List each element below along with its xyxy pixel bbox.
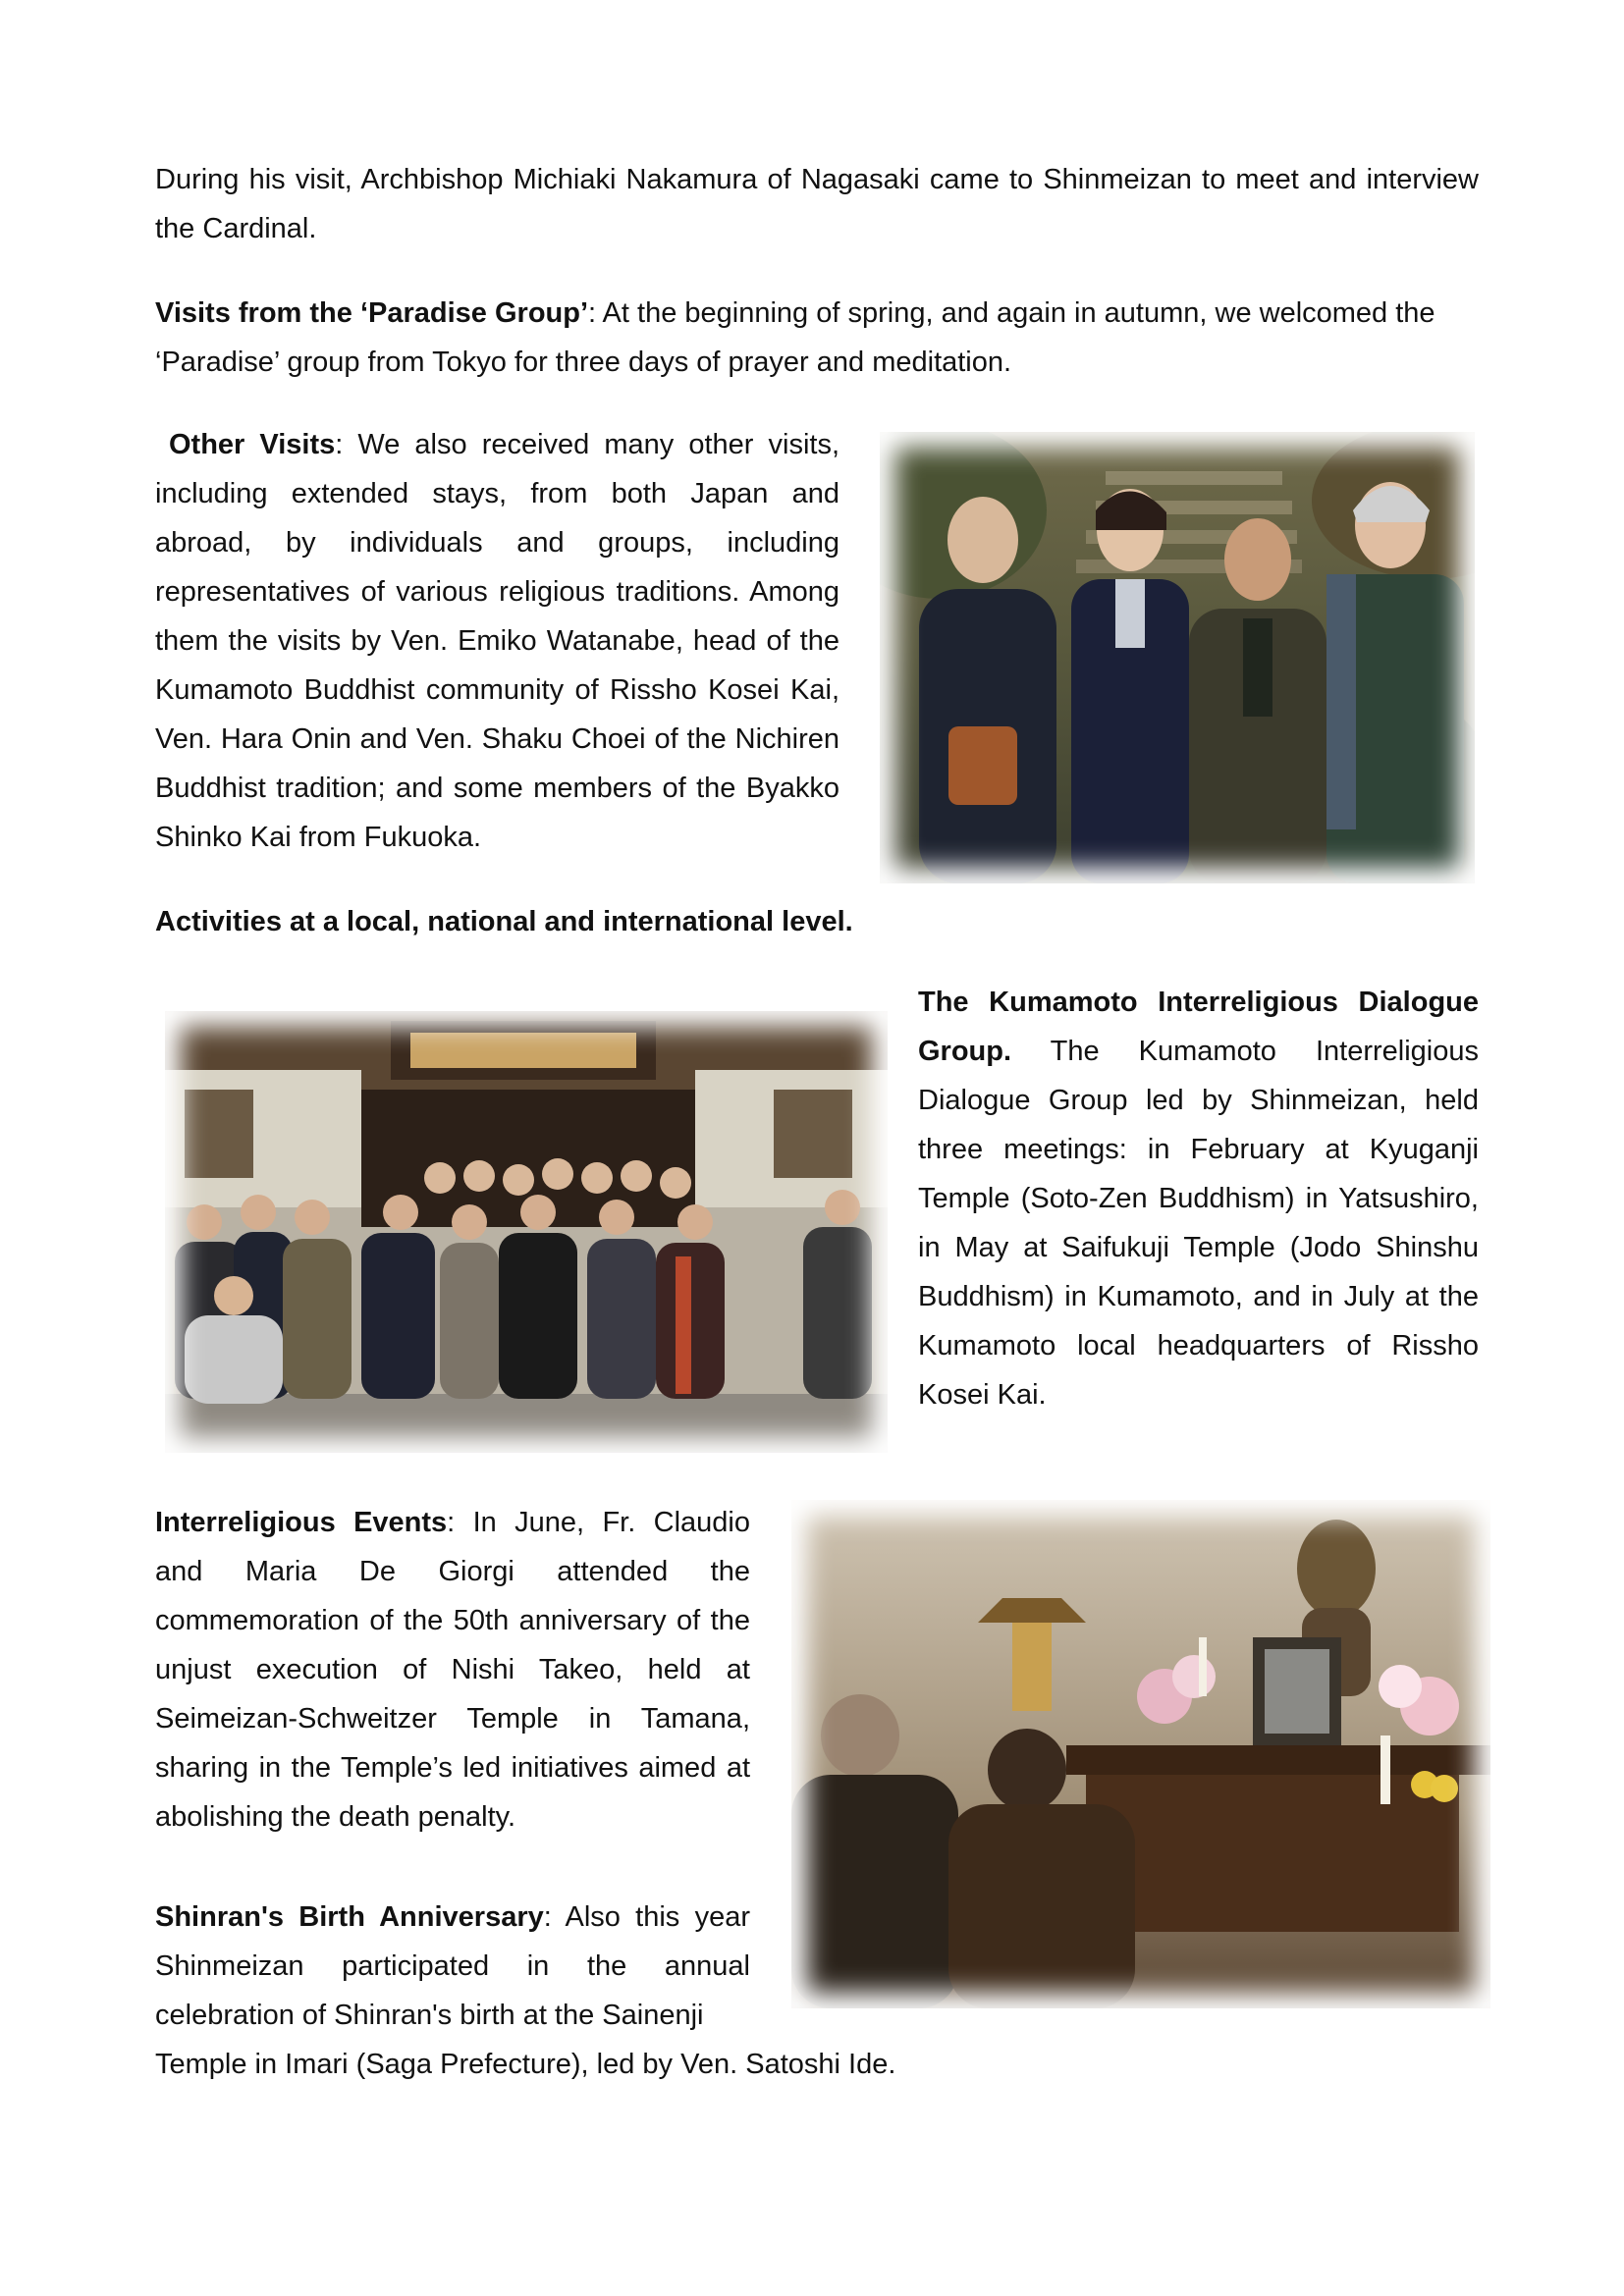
- intro-text: During his visit, Archbishop Michiaki Nakamura of Nagasaki came to Shinmeizan to meet and interview the Cardinal.: [155, 164, 1479, 244]
- events-label: Interreligious Events: [155, 1507, 448, 1538]
- intro-paragraph: [155, 155, 1479, 253]
- shinran-label: Shinran's Birth Anniversary: [155, 1901, 544, 1933]
- other-visits-paragraph: [155, 420, 839, 862]
- kumamoto-label: The Kumamoto Interreligious Dialogue Group.: [918, 987, 1479, 1067]
- shinran-text-part1: : Also this year Shinmeizan participated in the annual celebration of Shinran's birth at the Sainenji: [155, 1901, 750, 2031]
- photo-four-visitors: [880, 432, 1475, 883]
- kumamoto-text: The Kumamoto Interreligious Dialogue Group led by Shinmeizan, held three meetings: in February at Kyuganji Temple (Soto-Zen Buddhism) in Yatsushiro, in May at Saifukuji Temple (Jodo Shinshu Buddhism) in Kumamoto, and in July at the Kumamoto local headquarters of Rissho Kosei Kai.: [918, 1036, 1479, 1411]
- shinran-paragraph: [155, 1893, 750, 2040]
- events-paragraph: [155, 1498, 750, 1842]
- activities-heading: Activities at a local, national and international level.: [155, 906, 853, 937]
- photo-group-temple: [165, 1011, 888, 1453]
- shinran-text-part2: Temple in Imari (Saga Prefecture), led by Ven. Satoshi Ide.: [155, 2049, 896, 2080]
- photo-four-visitors-image: [880, 432, 1475, 883]
- photo-altar-ceremony-image: [791, 1500, 1490, 2008]
- photo-altar-ceremony: [791, 1500, 1490, 2008]
- events-text: : In June, Fr. Claudio and Maria De Giorgi attended the commemoration of the 50th anniversary of the unjust execution of Nishi Takeo, held at Seimeizan-Schweitzer Temple in Tamana, sharing in the Temple’s led initiatives aimed at abolishing the death penalty.: [155, 1507, 750, 1833]
- other-visits-text: : We also received many other visits, including extended stays, from both Japan and abroad, by individuals and groups, including representatives of various religious traditions. Among them the visits by Ven. Emiko Watanabe, head of the Kumamoto Buddhist community of Rissho Kosei Kai, Ven. Hara Onin and Ven. Shaku Choei of the Nichiren Buddhist tradition; and some members of the Byakko Shinko Kai from Fukuoka.: [155, 429, 840, 853]
- paradise-text: : At the beginning of spring, and again in autumn, we welcomed the ‘Paradise’ group from Tokyo for three days of prayer and meditation.: [155, 297, 1435, 378]
- paradise-label: Visits from the ‘Paradise Group’: [155, 297, 589, 329]
- shinran-final-line: [155, 2040, 1479, 2089]
- kumamoto-paragraph: [918, 978, 1479, 1419]
- other-visits-label: Other Visits: [169, 429, 336, 460]
- paradise-paragraph: [155, 289, 1479, 387]
- photo-group-temple-image: [165, 1011, 888, 1453]
